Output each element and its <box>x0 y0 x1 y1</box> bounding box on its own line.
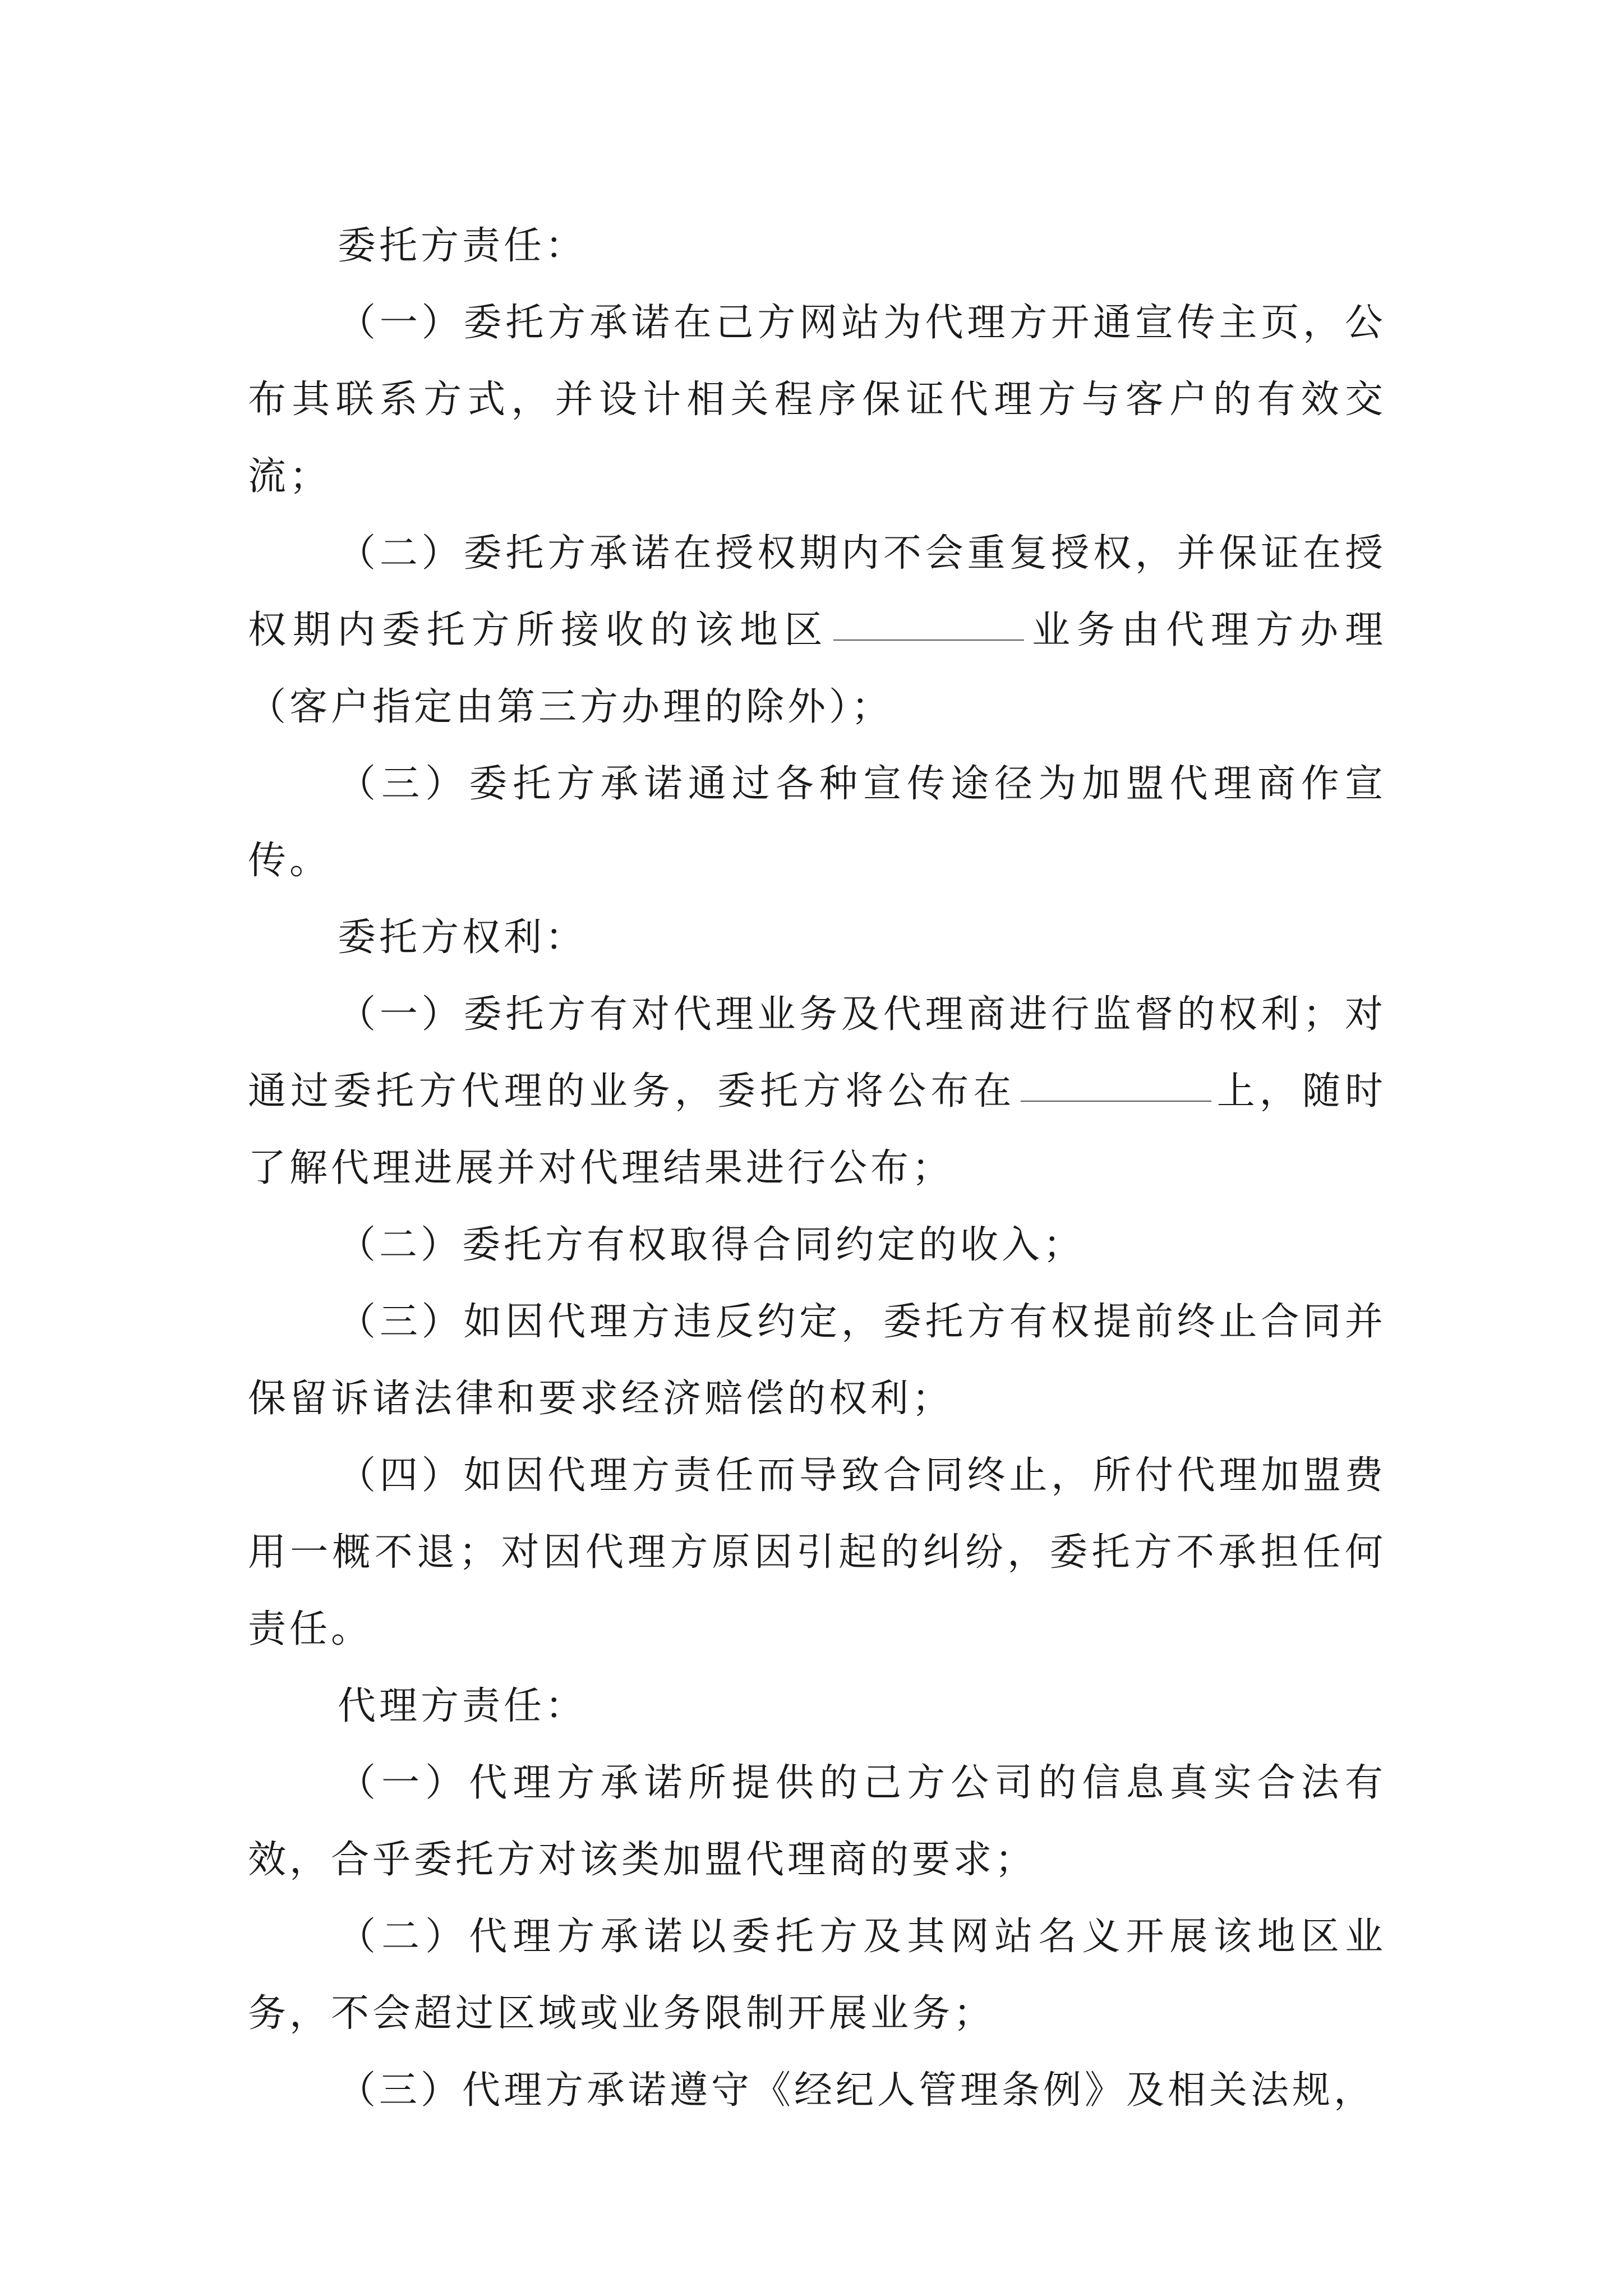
paragraph: （三）如因代理方违反约定，委托方有权提前终止合同并保留诉诸法律和要求经济赔偿的权利； <box>248 1300 1386 1421</box>
paragraph: （一）代理方承诺所提供的己方公司的信息真实合法有效，合乎委托方对该类加盟代理商的要求； <box>248 1761 1386 1882</box>
paragraph: （一）委托方承诺在己方网站为代理方开通宣传主页，公布其联系方式，并设计相关程序保证代理方与客户的有效交流； <box>248 301 1386 499</box>
paragraph-text: 上，随时了解代理进展并对代理结果进行公布； <box>248 1069 1386 1190</box>
section-heading: 委托方责任： <box>338 224 587 268</box>
section-heading: 代理方责任： <box>338 1684 587 1728</box>
paragraph: （三）委托方承诺通过各种宣传途径为加盟代理商作宣传。 <box>248 762 1386 883</box>
section-heading: 委托方权利： <box>338 915 587 960</box>
paragraph-text: （二）委托方承诺在授权期内不会重复授权，并保证在授权期内委托方所接收的该地区 <box>248 531 1386 652</box>
fill-in-blank <box>833 638 1024 641</box>
paragraph-text: 业务由代理方办理（客户指定由第三方办理的除外）； <box>248 608 1386 729</box>
paragraph: （三）代理方承诺遵守《经纪人管理条例》及相关法规， <box>338 2068 1376 2113</box>
paragraph: （四）如因代理方责任而导致合同终止，所付代理加盟费用一概不退；对因代理方原因引起的纠纷，委托方不承担任何责任。 <box>248 1453 1386 1651</box>
fill-in-blank <box>1021 1099 1211 1102</box>
paragraph: （二）代理方承诺以委托方及其网站名义开展该地区业务，不会超过区域或业务限制开展业务； <box>248 1915 1386 2036</box>
paragraph-text: （一）委托方有对代理业务及代理商进行监督的权利；对通过委托方代理的业务，委托方将公布在 <box>248 992 1386 1114</box>
paragraph <box>248 976 1386 1207</box>
document-body <box>248 208 1386 2129</box>
paragraph: （二）委托方有权取得合同约定的收入； <box>338 1223 1085 1267</box>
paragraph <box>248 515 1386 746</box>
